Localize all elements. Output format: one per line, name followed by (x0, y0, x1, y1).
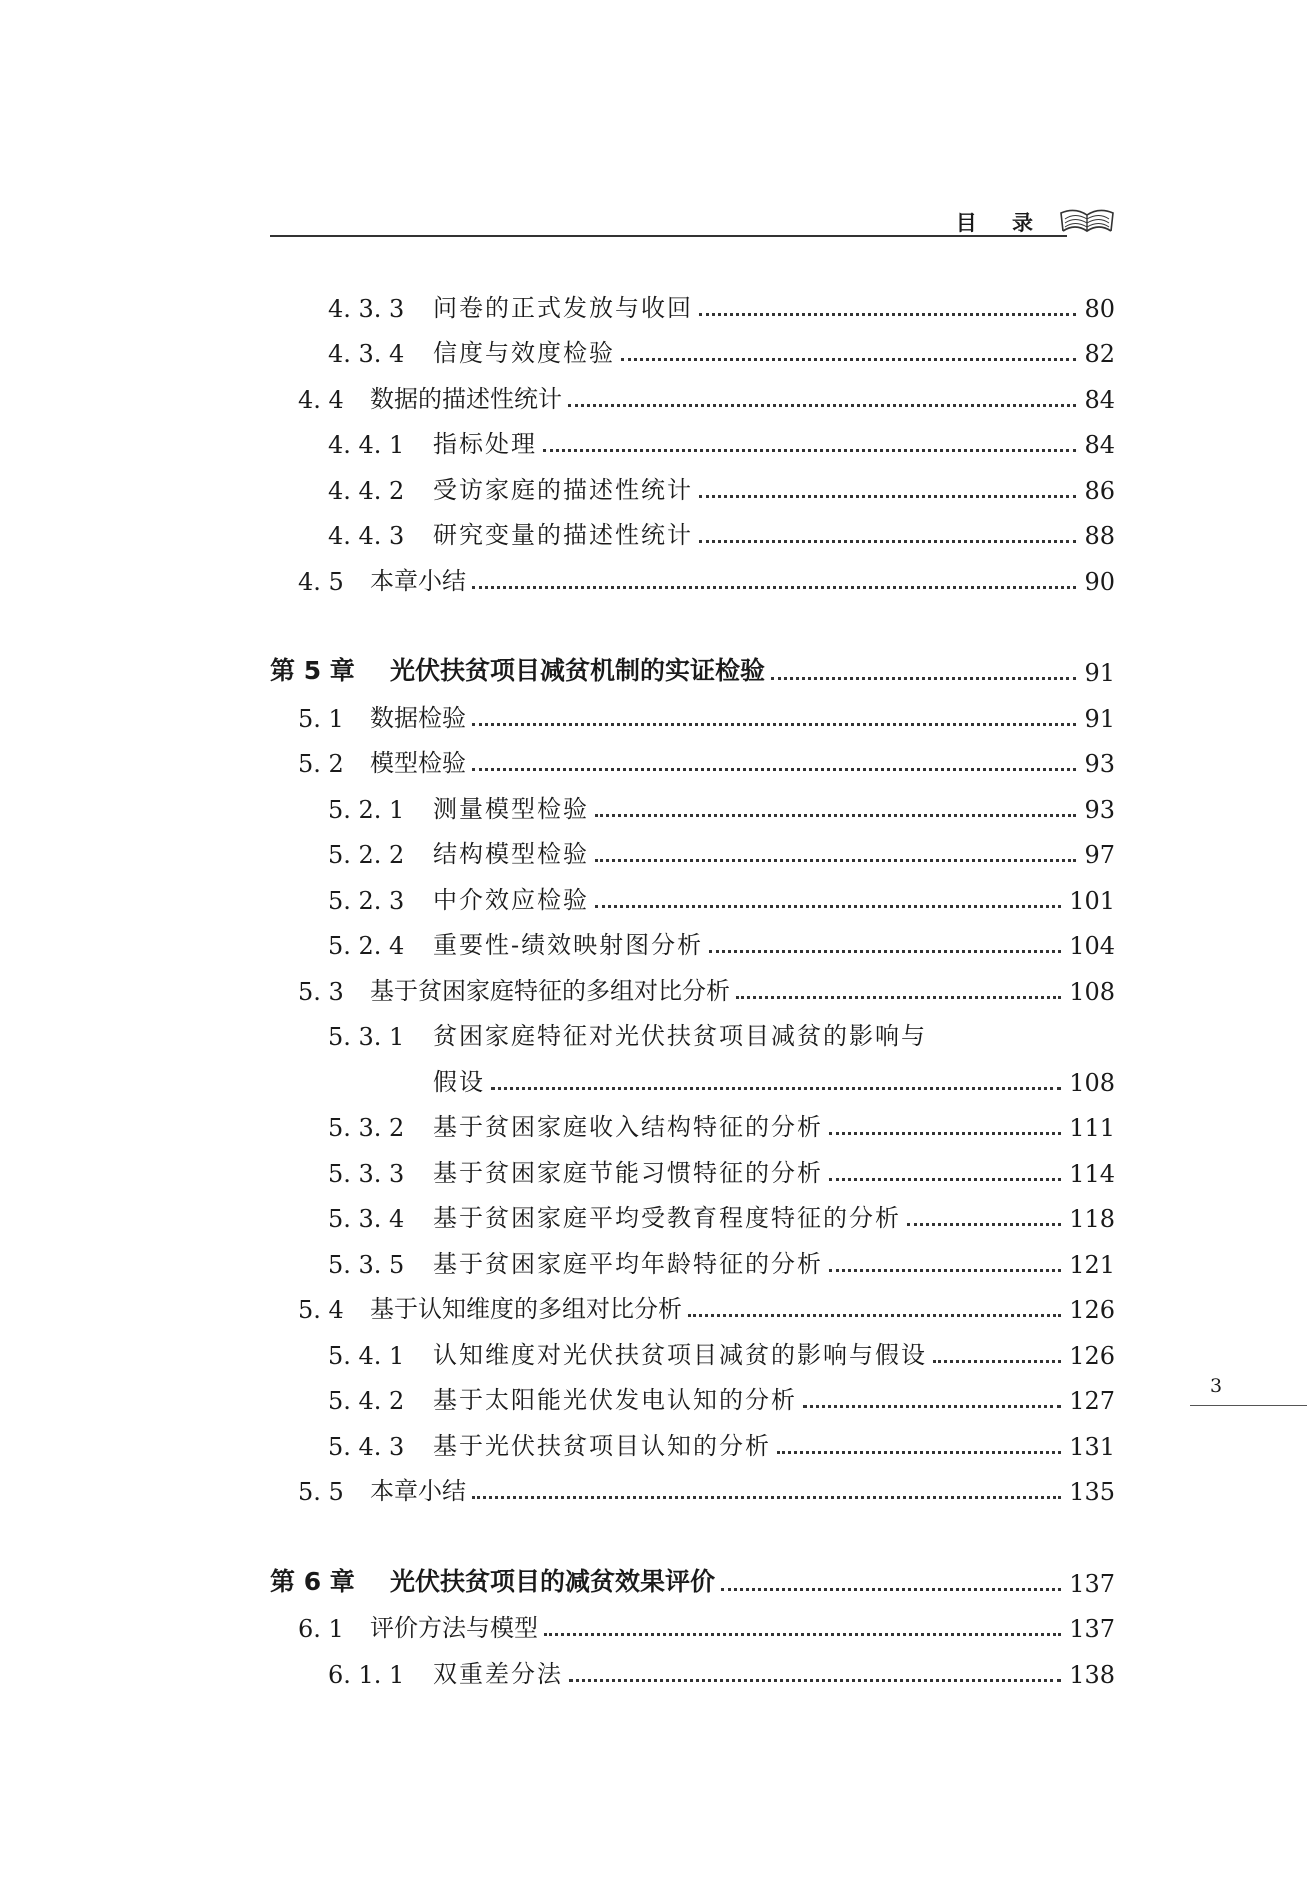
open-book-icon (1059, 205, 1115, 239)
toc-entry[interactable] (270, 1051, 1115, 1097)
toc-entry-page: 137 (1069, 1615, 1115, 1643)
toc-entry-number: 5. 2. 2 (328, 841, 405, 869)
toc-entry-title: 信度与效度检验 (433, 339, 615, 367)
toc-entry-number: 5. 5 (298, 1478, 344, 1506)
toc-chapter-entry[interactable] (270, 642, 1115, 688)
toc-entry-title: 结构模型检验 (433, 840, 589, 868)
dot-leader (544, 1633, 1061, 1636)
toc-entry[interactable] (270, 1461, 1115, 1507)
toc-entry-number: 5. 3. 4 (328, 1205, 405, 1233)
toc-entry-page: 88 (1084, 522, 1115, 550)
toc-chapter-entry[interactable] (270, 1552, 1115, 1598)
toc-entry[interactable] (270, 323, 1115, 369)
toc-entry[interactable] (270, 733, 1115, 779)
toc-entry-page: 135 (1069, 1478, 1115, 1506)
toc-entry-title: 假设 (433, 1067, 485, 1096)
toc-entry-number: 5. 2. 3 (328, 886, 405, 915)
toc-entry-page: 131 (1069, 1432, 1115, 1461)
toc-entry-number: 4. 4. 3 (328, 522, 405, 550)
dot-leader (688, 1314, 1061, 1317)
toc-entry-number: 第 5 章 (270, 656, 355, 685)
toc-entry-page: 104 (1069, 932, 1115, 960)
toc-entry-title: 贫困家庭特征对光伏扶贫项目减贫的影响与 (433, 1022, 927, 1050)
dot-leader (569, 1679, 1061, 1682)
toc-entry-page: 84 (1084, 431, 1115, 459)
toc-entry-title: 基于贫困家庭节能习惯特征的分析 (433, 1158, 823, 1187)
toc-entry-number: 5. 3. 2 (328, 1114, 405, 1142)
toc-entry[interactable] (270, 368, 1115, 414)
dot-leader (472, 586, 1076, 589)
page-number-rule (1190, 1405, 1307, 1406)
toc-entry-page: 111 (1069, 1114, 1115, 1142)
toc-entry-title: 数据检验 (370, 703, 466, 732)
toc-entry-number: 5. 2. 1 (328, 795, 405, 824)
toc-entry-title: 测量模型检验 (433, 794, 589, 823)
toc-entry-page: 127 (1069, 1387, 1115, 1415)
toc-entry-number: 5. 4 (298, 1296, 344, 1324)
dot-leader (829, 1132, 1061, 1135)
dot-leader (621, 358, 1076, 361)
table-of-contents (270, 277, 1115, 1689)
dot-leader (595, 859, 1076, 862)
toc-entry-number: 5. 3. 3 (328, 1159, 405, 1188)
toc-entry-number: 4. 4. 2 (328, 476, 405, 505)
dot-leader (829, 1178, 1061, 1181)
toc-entry-page: 90 (1084, 567, 1115, 596)
toc-entry-number: 4. 4. 1 (328, 431, 405, 459)
toc-entry[interactable] (270, 960, 1115, 1006)
toc-entry-title: 基于贫困家庭平均年龄特征的分析 (433, 1249, 823, 1278)
toc-entry[interactable] (270, 505, 1115, 551)
dot-leader (472, 768, 1076, 771)
dot-leader (721, 1588, 1061, 1591)
toc-entry-title: 基于贫困家庭收入结构特征的分析 (433, 1113, 823, 1141)
toc-entry-page: 93 (1084, 750, 1115, 778)
toc-entry-number: 5. 3. 5 (328, 1250, 405, 1279)
toc-entry[interactable] (270, 1370, 1115, 1416)
toc-entry-number: 5. 2. 4 (328, 932, 405, 960)
toc-entry[interactable] (270, 824, 1115, 870)
dot-leader (595, 814, 1076, 817)
toc-entry-title: 认知维度对光伏扶贫项目减贫的影响与假设 (433, 1340, 927, 1369)
toc-entry-page: 93 (1084, 795, 1115, 824)
toc-entry-number: 5. 1 (298, 704, 344, 733)
toc-entry[interactable] (270, 778, 1115, 824)
dot-leader (803, 1405, 1061, 1408)
dot-leader (595, 905, 1061, 908)
toc-entry-title: 基于认知维度的多组对比分析 (370, 1295, 682, 1323)
dot-leader (491, 1087, 1061, 1090)
dot-leader (699, 495, 1076, 498)
toc-entry-title: 指标处理 (433, 430, 537, 458)
toc-entry[interactable] (270, 277, 1115, 323)
toc-entry-title: 基于光伏扶贫项目认知的分析 (433, 1431, 771, 1460)
toc-entry[interactable] (270, 915, 1115, 961)
toc-entry-title: 本章小结 (370, 1477, 466, 1505)
toc-entry[interactable] (270, 1233, 1115, 1279)
dot-leader (472, 1496, 1061, 1499)
toc-entry-page: 97 (1084, 841, 1115, 869)
toc-entry-number: 5. 4. 3 (328, 1432, 405, 1461)
dot-leader (709, 950, 1061, 953)
toc-entry-title: 光伏扶贫项目的减贫效果评价 (390, 1566, 716, 1596)
toc-entry-number: 4. 4 (298, 385, 344, 414)
toc-entry-page: 138 (1069, 1660, 1115, 1689)
toc-entry-title: 光伏扶贫项目减贫机制的实证检验 (390, 656, 766, 685)
dot-leader (771, 677, 1076, 680)
toc-entry-page: 108 (1069, 977, 1115, 1006)
toc-entry[interactable] (270, 550, 1115, 596)
toc-entry-page: 126 (1069, 1296, 1115, 1324)
toc-entry-title: 中介效应检验 (433, 885, 589, 914)
dot-leader (472, 723, 1076, 726)
toc-entry[interactable] (270, 687, 1115, 733)
toc-entry-number: 第 6 章 (270, 1566, 355, 1596)
toc-entry-page: 91 (1084, 704, 1115, 733)
toc-entry-title: 受访家庭的描述性统计 (433, 475, 693, 504)
toc-entry-title: 基于贫困家庭平均受教育程度特征的分析 (433, 1204, 901, 1232)
toc-entry-title: 本章小结 (370, 566, 466, 595)
dot-leader (777, 1451, 1061, 1454)
toc-entry-number: 6. 1 (298, 1615, 344, 1643)
toc-entry[interactable] (270, 1598, 1115, 1644)
dot-leader (736, 996, 1061, 999)
toc-entry-title: 基于贫困家庭特征的多组对比分析 (370, 976, 730, 1005)
toc-entry-title: 模型检验 (370, 749, 466, 777)
page-number: 3 (1210, 1375, 1223, 1397)
toc-entry[interactable] (270, 1415, 1115, 1461)
dot-leader (907, 1223, 1061, 1226)
toc-entry-page: 91 (1084, 659, 1115, 687)
toc-entry-number: 5. 4. 2 (328, 1387, 405, 1415)
toc-entry[interactable] (270, 1142, 1115, 1188)
dot-leader (699, 313, 1076, 316)
toc-entry-page: 126 (1069, 1341, 1115, 1370)
toc-entry[interactable] (270, 1188, 1115, 1234)
dot-leader (543, 449, 1076, 452)
header-rule (270, 235, 1067, 237)
dot-leader (699, 540, 1076, 543)
toc-entry-page: 118 (1069, 1205, 1115, 1233)
toc-entry[interactable] (270, 1643, 1115, 1689)
toc-entry[interactable] (270, 1324, 1115, 1370)
running-header (270, 205, 1115, 237)
dot-leader (829, 1269, 1061, 1272)
toc-entry[interactable] (270, 414, 1115, 460)
toc-entry-page: 82 (1084, 340, 1115, 368)
toc-entry-page: 80 (1084, 294, 1115, 323)
toc-entry-number: 4. 3. 4 (328, 340, 405, 368)
toc-entry-page: 137 (1069, 1569, 1115, 1598)
toc-entry-title: 数据的描述性统计 (370, 384, 562, 413)
toc-entry-title: 重要性-绩效映射图分析 (433, 931, 704, 959)
toc-entry-page: 101 (1069, 886, 1115, 915)
toc-entry[interactable] (270, 869, 1115, 915)
toc-entry-number: 4. 5 (298, 567, 344, 596)
toc-entry[interactable] (270, 1279, 1115, 1325)
toc-entry[interactable] (270, 1097, 1115, 1143)
toc-entry-title: 问卷的正式发放与收回 (433, 293, 693, 322)
toc-entry-number: 5. 4. 1 (328, 1341, 405, 1370)
toc-entry-page: 108 (1069, 1068, 1115, 1097)
toc-entry-number: 5. 3 (298, 977, 344, 1006)
toc-entry-number: 6. 1. 1 (328, 1660, 405, 1689)
toc-entry-page: 114 (1069, 1159, 1115, 1188)
header-title: 目 录 (955, 211, 1047, 235)
toc-entry-title: 基于太阳能光伏发电认知的分析 (433, 1386, 797, 1414)
toc-entry-page: 121 (1069, 1250, 1115, 1279)
toc-entry-title: 评价方法与模型 (370, 1614, 538, 1642)
dot-leader (933, 1360, 1061, 1363)
toc-entry[interactable] (270, 1006, 1115, 1052)
toc-entry-number: 4. 3. 3 (328, 294, 405, 323)
toc-entry[interactable] (270, 459, 1115, 505)
page-number-block (1190, 1375, 1307, 1406)
dot-leader (568, 404, 1076, 407)
toc-entry-page: 86 (1084, 476, 1115, 505)
toc-entry-title: 研究变量的描述性统计 (433, 521, 693, 549)
toc-entry-page: 84 (1084, 385, 1115, 414)
toc-entry-title: 双重差分法 (433, 1659, 563, 1688)
toc-entry-number: 5. 2 (298, 750, 344, 778)
toc-entry-number: 5. 3. 1 (328, 1023, 405, 1051)
